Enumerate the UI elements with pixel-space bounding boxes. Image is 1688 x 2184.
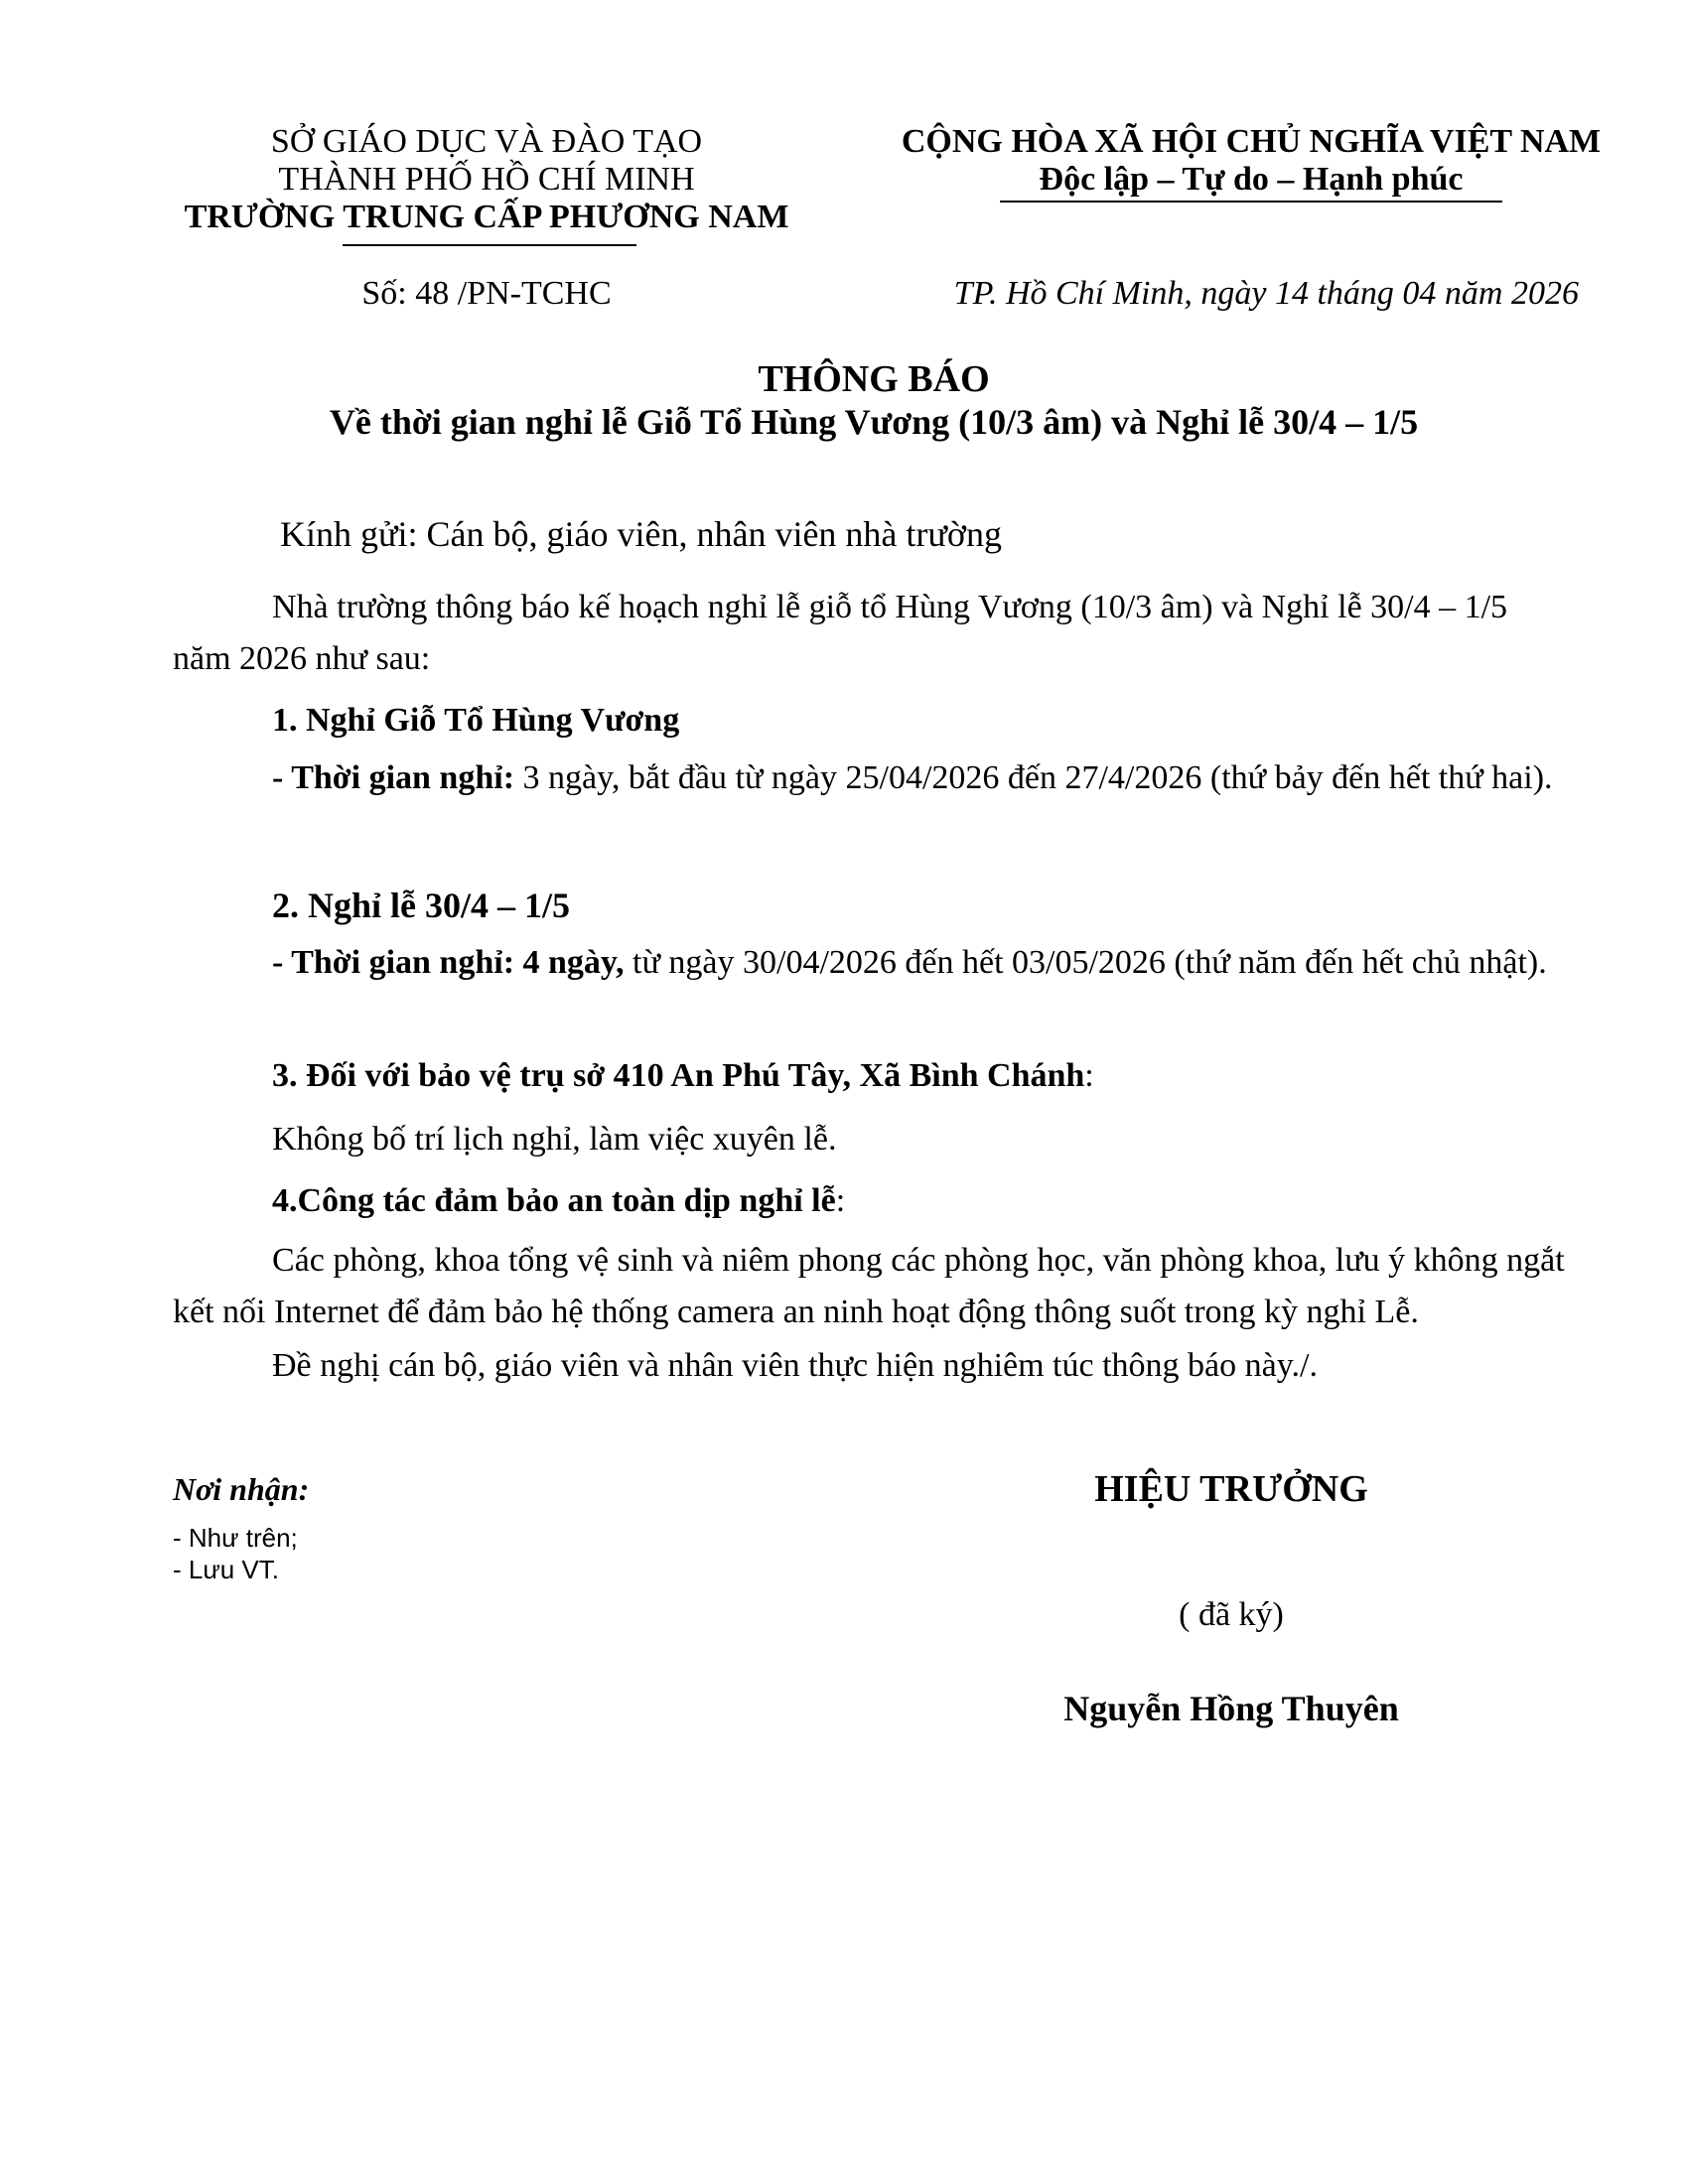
section-3-colon: : — [1084, 1057, 1094, 1094]
section-1-heading: 1. Nghỉ Giỗ Tổ Hùng Vương — [272, 702, 680, 739]
national-title-block — [874, 123, 1628, 203]
document-number: Số: 48 /PN-TCHC — [361, 275, 612, 312]
closing-request: Đề nghị cán bộ, giáo viên và nhân viên thực hiện nghiêm túc thông báo này./. — [272, 1347, 1318, 1384]
section-1-detail — [173, 752, 1573, 804]
section-4-text: Các phòng, khoa tổng vệ sinh và niêm phong các phòng học, văn phòng khoa, lưu ý không ngắt kết nối Internet để đảm bảo hệ thống camera an ninh hoạt động thông suốt trong kỳ nghỉ Lễ. — [173, 1242, 1565, 1330]
recipient-item: - Như trên; — [173, 1523, 298, 1553]
recipient-item: - Lưu VT. — [173, 1555, 279, 1584]
recipients-label: Nơi nhận: — [173, 1471, 310, 1507]
section-1-text: 3 ngày, bắt đầu từ ngày 25/04/2026 đến 27/4/2026 (thứ bảy đến hết thứ hai). — [514, 759, 1553, 796]
signature-status: ( đã ký) — [1179, 1596, 1284, 1633]
national-title: CỘNG HÒA XÃ HỘI CHỦ NGHĨA VIỆT NAM — [901, 123, 1602, 160]
section-3-text: Không bố trí lịch nghỉ, làm việc xuyên lễ. — [272, 1121, 837, 1158]
document-subtitle: Về thời gian nghỉ lễ Giỗ Tổ Hùng Vương (10/3 âm) và Nghỉ lễ 30/4 – 1/5 — [329, 402, 1419, 442]
section-4-heading: Công tác đảm bảo an toàn dịp nghỉ lễ — [297, 1182, 836, 1219]
header-left-divider — [343, 244, 636, 246]
city-name: THÀNH PHỐ HỒ CHÍ MINH — [278, 161, 695, 198]
signer-name: Nguyễn Hồng Thuyên — [1063, 1689, 1399, 1728]
section-2-detail — [173, 937, 1573, 989]
section-4-number: 4. — [272, 1182, 298, 1219]
section-2-text: từ ngày 30/04/2026 đến hết 03/05/2026 (thứ năm đến hết chủ nhật). — [624, 944, 1547, 981]
national-motto: Độc lập – Tự do – Hạnh phúc — [1000, 161, 1503, 203]
section-1-label: - Thời gian nghỉ: — [272, 759, 515, 796]
section-4-colon: : — [835, 1182, 846, 1219]
issue-date: TP. Hồ Chí Minh, ngày 14 tháng 04 năm 2026 — [953, 275, 1579, 312]
section-4-heading-line — [272, 1175, 1573, 1227]
signer-title: HIỆU TRƯỞNG — [1094, 1468, 1368, 1510]
document-title: THÔNG BÁO — [758, 358, 990, 400]
greeting: Kính gửi: Cán bộ, giáo viên, nhân viên nhà trường — [280, 514, 1002, 554]
intro-paragraph: Nhà trường thông báo kế hoạch nghỉ lễ giỗ tổ Hùng Vương (10/3 âm) và Nghỉ lễ 30/4 – 1/5 năm 2026 như sau: — [173, 589, 1508, 677]
section-3-heading-line — [272, 1050, 1573, 1102]
section-2-heading: 2. Nghỉ lễ 30/4 – 1/5 — [272, 886, 571, 925]
section-2-label: - Thời gian nghỉ: 4 ngày, — [272, 944, 625, 981]
department-name: SỞ GIÁO DỤC VÀ ĐÀO TẠO — [270, 123, 703, 160]
school-name: TRƯỜNG TRUNG CẤP PHƯƠNG NAM — [184, 199, 789, 235]
issuing-authority-block — [159, 123, 814, 236]
section-3-heading: 3. Đối với bảo vệ trụ sở 410 An Phú Tây, Xã Bình Chánh — [272, 1057, 1085, 1094]
